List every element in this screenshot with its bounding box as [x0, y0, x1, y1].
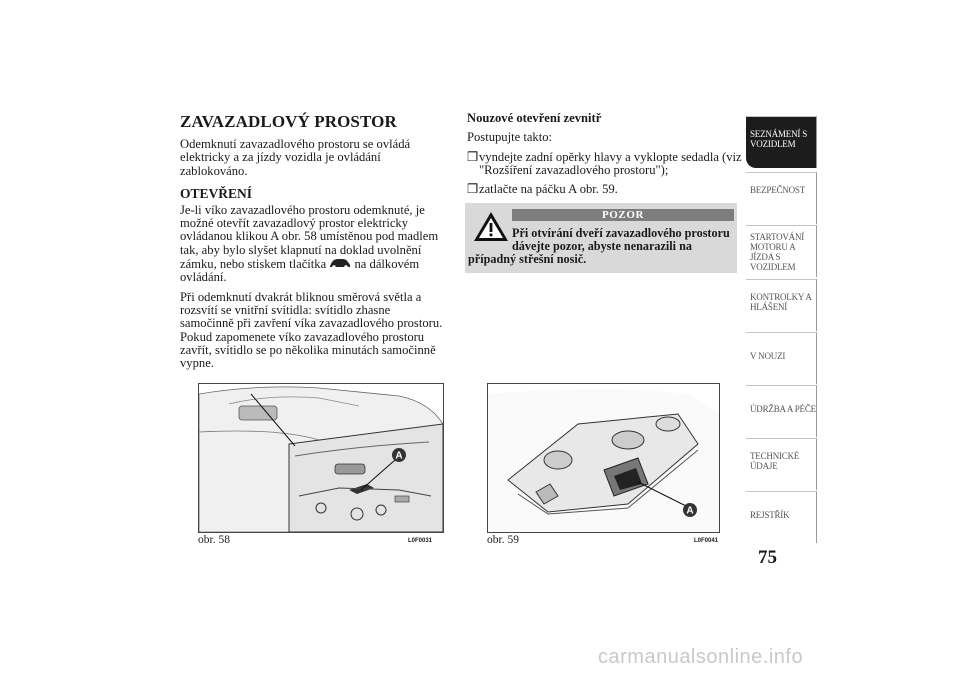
figure-59 — [487, 383, 720, 533]
warning-text: Při otvírání dveří zavazadlového prostoru dávejte pozor, abyste nenarazili na — [512, 226, 730, 253]
checkbox-bullet-icon: ❒ — [467, 182, 479, 197]
opening-paragraph — [180, 204, 445, 285]
tab-warnings[interactable]: KONTROLKY A HLÁŠENÍ — [746, 279, 817, 331]
list-item: ❒ zatlačte na páčku A obr. 59. — [467, 182, 618, 197]
warning-text-end: případný střešní nosič. — [468, 252, 587, 266]
checkbox-bullet-icon: ❒ — [467, 149, 479, 164]
watermark: carmanualsonline.info — [598, 646, 804, 668]
tab-index[interactable]: REJSTŘÍK — [746, 491, 817, 543]
tab-maintenance[interactable]: ÚDRŽBA A PÉČE — [746, 385, 817, 437]
left-column — [180, 112, 445, 376]
callout-label: A — [395, 450, 403, 462]
car-key-icon — [329, 257, 351, 269]
trunk-exterior-illustration — [199, 384, 443, 532]
figure-code: L0F0041 — [694, 538, 719, 544]
intro-paragraph: Odemknutí zavazadlového prostoru se ovládá elektricky a za jízdy vozidla je ovládání zablokováno. — [180, 137, 411, 178]
procedure-intro: Postupujte takto: — [467, 130, 553, 145]
opening-text-a: Je-li víko zavazadlového prostoru odemknuté, je možné otevřít zavazadlový prostor elektricky ovládanou klikou A obr. 58 umístěnou pod madlem tak, aby bylo slyšet klapnutí na doklad uvolnění zámku, nebo stiskem tlačítka — [180, 202, 439, 272]
subsection-title: OTEVŘENÍ — [180, 185, 253, 201]
callout-label: A — [686, 505, 694, 517]
trunk-interior-illustration — [488, 384, 719, 532]
emergency-heading: Nouzové otevření zevnitř — [467, 111, 602, 125]
warning-box — [465, 203, 737, 273]
procedure-list — [467, 151, 742, 197]
section-title: ZAVAZADLOVÝ PROSTOR — [180, 112, 397, 131]
list-item: ❒ vyndejte zadní opěrky hlavy a vyklopte sedadla (viz "Rozšíření zavazadlového prostoru"); — [467, 149, 742, 177]
figure-caption: obr. 59 — [487, 534, 519, 546]
opening-text-b: na dálkovém ovládání. — [180, 257, 420, 285]
warning-header: POZOR — [512, 209, 734, 221]
tab-safety[interactable]: BEZPEČNOST — [746, 172, 817, 224]
tab-intro[interactable]: SEZNÁMENÍ S VOZIDLEM — [746, 116, 817, 168]
tab-emergency[interactable]: V NOUZI — [746, 332, 817, 384]
tab-starting[interactable]: STARTOVÁNÍ MOTORU A JÍZDA S VOZIDLEM — [746, 225, 817, 277]
figure-58 — [198, 383, 444, 533]
unlock-paragraph: Při odemknutí dvakrát bliknou směrová světla a rozsvítí se vnitřní svítidla: svítidlo zhasne samočinně při zavření víka zavazadlového prostoru. Pokud zapomenete víko zavazadlového prostoru zavřít, svítidlo se po několika minutách samočinně vypne. — [180, 289, 443, 371]
tab-technical[interactable]: TECHNICKÉ ÚDAJE — [746, 438, 817, 490]
page-number: 75 — [758, 547, 777, 568]
warning-triangle-icon — [473, 210, 509, 242]
right-column — [467, 112, 742, 202]
figure-code: L0F0031 — [408, 538, 433, 544]
figure-caption: obr. 58 — [198, 534, 230, 546]
